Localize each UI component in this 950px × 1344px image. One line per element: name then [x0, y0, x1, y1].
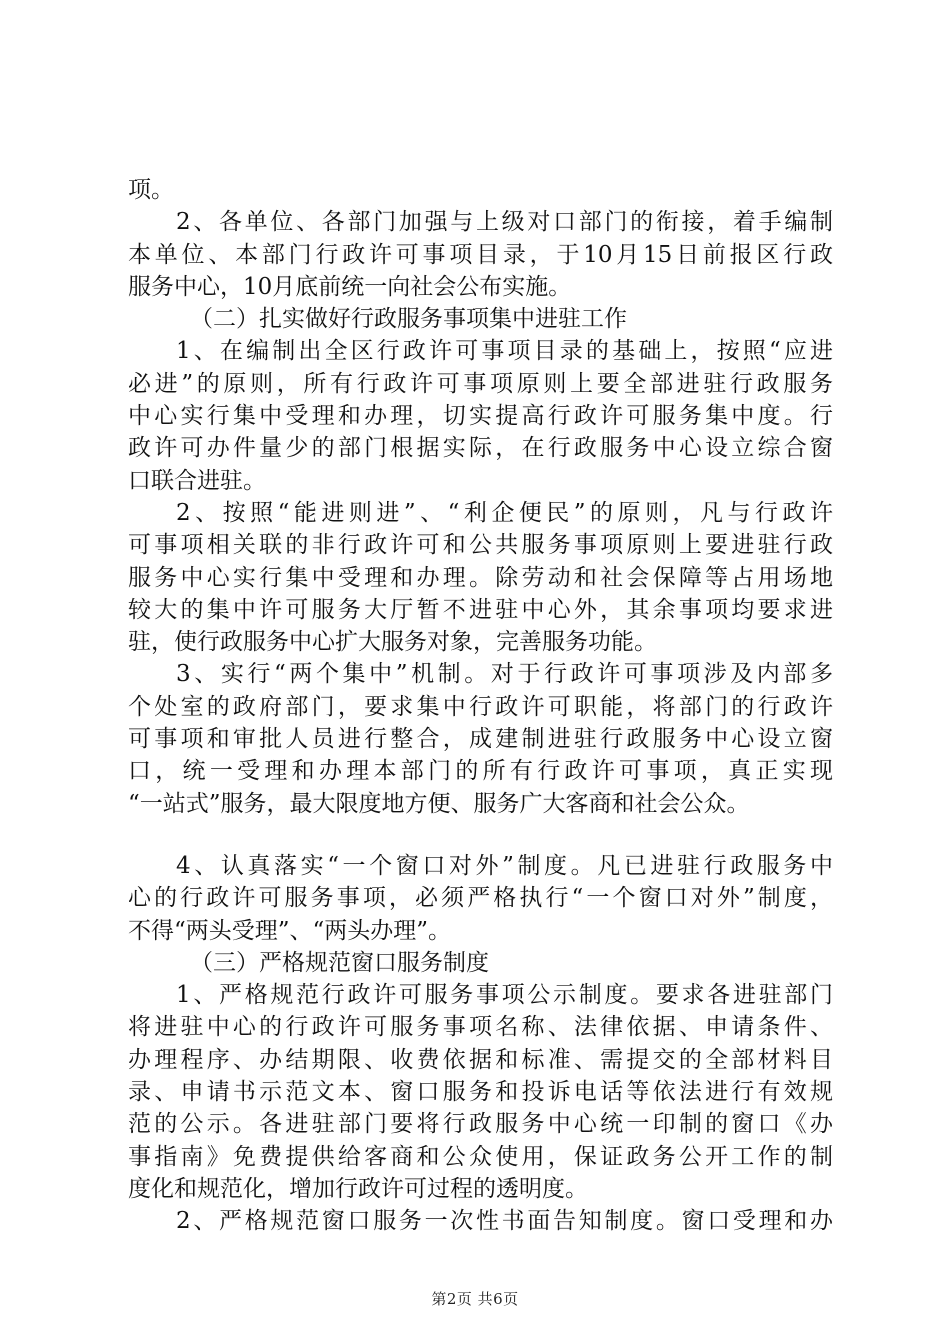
- text-line: 可事项相关联的非行政许可和公共服务事项原则上要进驻行政: [128, 532, 833, 559]
- text-line: 办理程序、办结期限、收费依据和标准、需提交的全部材料目: [128, 1046, 833, 1073]
- text-line: 口，统一受理和办理本部门的所有行政许可事项，真正实现: [128, 758, 833, 785]
- text-line: 中心实行集中受理和办理，切实提高行政许可服务集中度。行: [128, 403, 833, 430]
- text-line: 驻，使行政服务中心扩大服务对象，完善服务功能。: [128, 629, 657, 656]
- text-line: 本单位、本部门行政许可事项目录，于10月15日前报区行政: [128, 241, 833, 268]
- text-line: 较大的集中许可服务大厅暂不进驻中心外，其余事项均要求进: [128, 596, 833, 623]
- document-body: [128, 174, 833, 1238]
- text-line: 服务中心实行集中受理和办理。除劳动和社会保障等占用场地: [128, 564, 833, 591]
- text-line: 政许可办件量少的部门根据实际，在行政服务中心设立综合窗: [128, 435, 833, 462]
- text-line: 服务中心，10月底前统一向社会公布实施。: [128, 273, 572, 300]
- text-line: 录、申请书示范文本、窗口服务和投诉电话等依法进行有效规: [128, 1079, 833, 1106]
- text-line: 事指南》免费提供给客商和公众使用，保证政务公开工作的制: [128, 1143, 833, 1170]
- text-line: 将进驻中心的行政许可服务事项名称、法律依据、申请条件、: [128, 1014, 833, 1041]
- text-line: 个处室的政府部门，要求集中行政许可职能，将部门的行政许: [128, 693, 833, 720]
- page-number-footer: 第2页 共6页: [431, 1290, 519, 1308]
- paragraph-gap: [128, 820, 833, 850]
- text-line: 可事项和审批人员进行整合，成建制进驻行政服务中心设立窗: [128, 726, 833, 753]
- paragraph-start: 1、在编制出全区行政许可事项目录的基础上，按照“应进: [176, 338, 833, 365]
- section-heading: （二）扎实做好行政服务事项集中进驻工作: [190, 306, 627, 333]
- paragraph-start: 3、实行“两个集中”机制。对于行政许可事项涉及内部多: [176, 661, 833, 688]
- paragraph-start: 4、认真落实“一个窗口对外”制度。凡已进驻行政服务中: [176, 852, 833, 879]
- section-heading: （三）严格规范窗口服务制度: [190, 949, 489, 976]
- text-line: 不得“两头受理”、“两头办理”。: [128, 917, 452, 944]
- text-line: 心的行政许可服务事项，必须严格执行“一个窗口对外”制度，: [128, 885, 833, 912]
- paragraph-start: 2、各单位、各部门加强与上级对口部门的衔接，着手编制: [176, 209, 833, 236]
- text-line: 必进”的原则，所有行政许可事项原则上要全部进驻行政服务: [128, 370, 833, 397]
- paragraph-start: 2、严格规范窗口服务一次性书面告知制度。窗口受理和办: [176, 1208, 833, 1235]
- paragraph-start: 1、严格规范行政许可服务事项公示制度。要求各进驻部门: [176, 982, 833, 1009]
- paragraph-start: 2、按照“能进则进”、“利企便民”的原则，凡与行政许: [176, 499, 833, 526]
- text-line: 口联合进驻。: [128, 467, 266, 494]
- text-line: “一站式”服务，最大限度地方便、服务广大客商和社会公众。: [128, 790, 750, 817]
- text-line: 范的公示。各进驻部门要将行政服务中心统一印制的窗口《办: [128, 1111, 833, 1138]
- text-line: 度化和规范化，增加行政许可过程的透明度。: [128, 1175, 588, 1202]
- text-line: 项。: [128, 177, 174, 203]
